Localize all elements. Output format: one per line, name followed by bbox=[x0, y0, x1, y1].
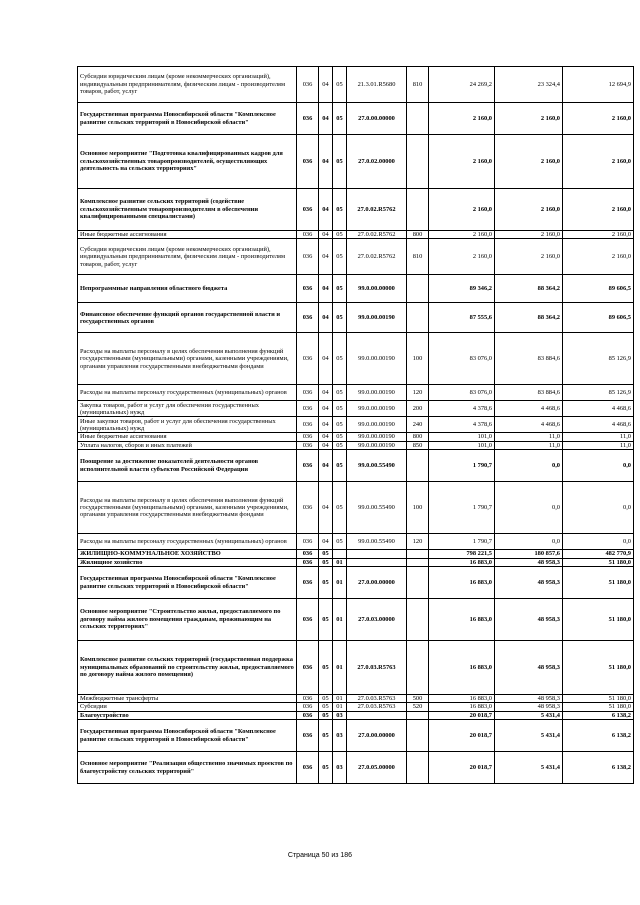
row-grbs: 036 bbox=[297, 482, 319, 534]
table-row bbox=[78, 550, 634, 558]
table-row bbox=[78, 333, 634, 385]
row-target-article: 27.0.03.00000 bbox=[347, 599, 407, 641]
row-section: 05 bbox=[319, 567, 333, 599]
row-target-article: 99.0.00.00190 bbox=[347, 385, 407, 401]
row-amount-2: 2 160,0 bbox=[495, 189, 563, 231]
row-name: Субсидии юридическим лицам (кроме некоммерческих организаций), индивидуальным предпринимателям, физическим лицам - производителям товаров, работ, услуг bbox=[78, 239, 297, 275]
row-section: 05 bbox=[319, 720, 333, 752]
row-name: Основное мероприятие "Реализация общественно значимых проектов по благоустройству сельских территорий" bbox=[78, 752, 297, 784]
row-amount-3: 51 180,0 bbox=[563, 558, 634, 566]
row-amount-1: 87 555,6 bbox=[429, 303, 495, 333]
row-amount-2: 11,0 bbox=[495, 433, 563, 441]
row-section: 05 bbox=[319, 711, 333, 719]
row-amount-3: 2 160,0 bbox=[563, 135, 634, 189]
row-amount-2: 0,0 bbox=[495, 482, 563, 534]
row-expense-type: 100 bbox=[407, 333, 429, 385]
table-row bbox=[78, 67, 634, 103]
row-subsection: 05 bbox=[333, 67, 347, 103]
row-target-article bbox=[347, 558, 407, 566]
row-name: Непрограммные направления областного бюджета bbox=[78, 275, 297, 303]
row-grbs: 036 bbox=[297, 720, 319, 752]
page-footer: Страница 50 из 186 bbox=[287, 852, 353, 859]
row-grbs: 036 bbox=[297, 103, 319, 135]
row-expense-type: 810 bbox=[407, 239, 429, 275]
row-amount-3: 6 138,2 bbox=[563, 720, 634, 752]
row-amount-3: 4 468,6 bbox=[563, 401, 634, 417]
row-subsection: 01 bbox=[333, 641, 347, 695]
row-target-article: 99.0.00.55490 bbox=[347, 482, 407, 534]
table-row bbox=[78, 239, 634, 275]
row-target-article: 99.0.00.00190 bbox=[347, 441, 407, 449]
row-amount-1: 101,0 bbox=[429, 441, 495, 449]
table-row bbox=[78, 599, 634, 641]
row-section: 05 bbox=[319, 752, 333, 784]
row-grbs: 036 bbox=[297, 303, 319, 333]
row-amount-3: 51 180,0 bbox=[563, 695, 634, 703]
row-amount-3: 11,0 bbox=[563, 433, 634, 441]
row-amount-3: 0,0 bbox=[563, 450, 634, 482]
row-section: 04 bbox=[319, 433, 333, 441]
row-expense-type: 850 bbox=[407, 441, 429, 449]
row-target-article: 99.0.00.00190 bbox=[347, 433, 407, 441]
table-row bbox=[78, 385, 634, 401]
row-subsection: 05 bbox=[333, 135, 347, 189]
table-row bbox=[78, 417, 634, 433]
row-amount-2: 11,0 bbox=[495, 441, 563, 449]
row-subsection: 05 bbox=[333, 482, 347, 534]
table-row bbox=[78, 450, 634, 482]
row-expense-type bbox=[407, 641, 429, 695]
row-name: Благоустройство bbox=[78, 711, 297, 719]
row-amount-3: 0,0 bbox=[563, 482, 634, 534]
row-name: Расходы на выплаты персоналу государственных (муниципальных) органов bbox=[78, 385, 297, 401]
row-amount-3: 6 138,2 bbox=[563, 711, 634, 719]
row-subsection: 05 bbox=[333, 433, 347, 441]
row-grbs: 036 bbox=[297, 239, 319, 275]
row-amount-1: 2 160,0 bbox=[429, 189, 495, 231]
budget-table-body bbox=[78, 67, 634, 784]
row-grbs: 036 bbox=[297, 695, 319, 703]
row-name: Жилищное хозяйство bbox=[78, 558, 297, 566]
row-section: 04 bbox=[319, 385, 333, 401]
row-amount-2: 48 958,3 bbox=[495, 567, 563, 599]
row-amount-1: 16 883,0 bbox=[429, 599, 495, 641]
row-amount-2: 83 884,6 bbox=[495, 333, 563, 385]
row-section: 05 bbox=[319, 641, 333, 695]
row-amount-1: 16 883,0 bbox=[429, 641, 495, 695]
row-amount-2: 2 160,0 bbox=[495, 239, 563, 275]
row-amount-2: 2 160,0 bbox=[495, 231, 563, 239]
row-grbs: 036 bbox=[297, 550, 319, 558]
row-subsection: 05 bbox=[333, 189, 347, 231]
row-target-article: 27.0.05.00000 bbox=[347, 752, 407, 784]
row-amount-1: 20 018,7 bbox=[429, 720, 495, 752]
row-amount-2: 48 958,3 bbox=[495, 599, 563, 641]
row-name: Комплексное развитие сельских территорий (содействие сельскохозяйственным товаропроизводителям в обеспечении квалифицированными специалистами) bbox=[78, 189, 297, 231]
row-grbs: 036 bbox=[297, 275, 319, 303]
row-target-article: 27.0.02.00000 bbox=[347, 135, 407, 189]
row-amount-3: 51 180,0 bbox=[563, 567, 634, 599]
row-subsection: 03 bbox=[333, 752, 347, 784]
row-amount-3: 482 770,9 bbox=[563, 550, 634, 558]
row-target-article: 27.0.03.R5763 bbox=[347, 641, 407, 695]
row-amount-2: 88 364,2 bbox=[495, 303, 563, 333]
row-subsection: 05 bbox=[333, 417, 347, 433]
row-expense-type bbox=[407, 189, 429, 231]
row-amount-1: 1 790,7 bbox=[429, 534, 495, 550]
row-expense-type: 520 bbox=[407, 703, 429, 711]
row-amount-2: 48 958,3 bbox=[495, 703, 563, 711]
row-amount-3: 51 180,0 bbox=[563, 599, 634, 641]
row-section: 04 bbox=[319, 482, 333, 534]
table-row bbox=[78, 567, 634, 599]
row-target-article bbox=[347, 550, 407, 558]
table-row bbox=[78, 275, 634, 303]
row-name: Поощрение за достижение показателей деятельности органов исполнительной власти субъектов Российской Федерации bbox=[78, 450, 297, 482]
row-subsection: 05 bbox=[333, 534, 347, 550]
row-amount-1: 4 378,6 bbox=[429, 401, 495, 417]
budget-table bbox=[77, 66, 634, 784]
row-target-article: 27.0.03.R5763 bbox=[347, 695, 407, 703]
row-target-article: 99.0.00.55490 bbox=[347, 534, 407, 550]
row-grbs: 036 bbox=[297, 641, 319, 695]
table-row bbox=[78, 752, 634, 784]
row-section: 04 bbox=[319, 103, 333, 135]
row-target-article: 99.0.00.00190 bbox=[347, 417, 407, 433]
row-grbs: 036 bbox=[297, 441, 319, 449]
row-target-article: 99.0.00.00190 bbox=[347, 401, 407, 417]
row-expense-type bbox=[407, 450, 429, 482]
row-subsection: 05 bbox=[333, 103, 347, 135]
table-row bbox=[78, 720, 634, 752]
row-name: Иные бюджетные ассигнования bbox=[78, 231, 297, 239]
row-amount-1: 20 018,7 bbox=[429, 752, 495, 784]
row-expense-type bbox=[407, 567, 429, 599]
table-row bbox=[78, 558, 634, 566]
row-subsection: 03 bbox=[333, 720, 347, 752]
row-target-article: 27.0.02.R5762 bbox=[347, 189, 407, 231]
row-subsection: 05 bbox=[333, 385, 347, 401]
row-section: 04 bbox=[319, 275, 333, 303]
row-name: Субсидии юридическим лицам (кроме некоммерческих организаций), индивидуальным предпринимателям, физическим лицам - производителям товаров, работ, услуг bbox=[78, 67, 297, 103]
row-expense-type bbox=[407, 711, 429, 719]
row-amount-3: 2 160,0 bbox=[563, 231, 634, 239]
row-expense-type bbox=[407, 303, 429, 333]
row-section: 04 bbox=[319, 450, 333, 482]
table-row bbox=[78, 703, 634, 711]
row-section: 05 bbox=[319, 703, 333, 711]
row-expense-type bbox=[407, 720, 429, 752]
row-expense-type: 100 bbox=[407, 482, 429, 534]
row-amount-1: 101,0 bbox=[429, 433, 495, 441]
row-amount-3: 4 468,6 bbox=[563, 417, 634, 433]
row-section: 04 bbox=[319, 333, 333, 385]
row-target-article: 99.0.00.55490 bbox=[347, 450, 407, 482]
row-amount-1: 83 076,0 bbox=[429, 333, 495, 385]
row-subsection: 05 bbox=[333, 333, 347, 385]
row-expense-type: 240 bbox=[407, 417, 429, 433]
row-section: 05 bbox=[319, 599, 333, 641]
row-amount-3: 6 138,2 bbox=[563, 752, 634, 784]
row-grbs: 036 bbox=[297, 333, 319, 385]
row-amount-3: 89 606,5 bbox=[563, 275, 634, 303]
table-row bbox=[78, 482, 634, 534]
row-section: 04 bbox=[319, 534, 333, 550]
row-amount-1: 83 076,0 bbox=[429, 385, 495, 401]
row-subsection: 05 bbox=[333, 231, 347, 239]
row-subsection: 05 bbox=[333, 275, 347, 303]
row-target-article: 27.0.00.00000 bbox=[347, 103, 407, 135]
row-section: 05 bbox=[319, 695, 333, 703]
row-amount-3: 2 160,0 bbox=[563, 103, 634, 135]
row-amount-3: 51 180,0 bbox=[563, 703, 634, 711]
row-amount-3: 89 606,5 bbox=[563, 303, 634, 333]
row-amount-1: 89 346,2 bbox=[429, 275, 495, 303]
table-row bbox=[78, 711, 634, 719]
row-section: 04 bbox=[319, 417, 333, 433]
row-target-article: 99.0.00.00190 bbox=[347, 303, 407, 333]
row-section: 04 bbox=[319, 67, 333, 103]
table-row bbox=[78, 103, 634, 135]
row-subsection: 01 bbox=[333, 599, 347, 641]
row-amount-1: 16 883,0 bbox=[429, 703, 495, 711]
row-amount-1: 4 378,6 bbox=[429, 417, 495, 433]
row-amount-2: 88 364,2 bbox=[495, 275, 563, 303]
row-target-article: 27.0.02.R5762 bbox=[347, 231, 407, 239]
row-name: Субсидии bbox=[78, 703, 297, 711]
row-amount-3: 2 160,0 bbox=[563, 239, 634, 275]
row-amount-2: 5 431,4 bbox=[495, 752, 563, 784]
row-expense-type: 800 bbox=[407, 231, 429, 239]
row-amount-3: 85 126,9 bbox=[563, 385, 634, 401]
row-expense-type bbox=[407, 275, 429, 303]
row-section: 04 bbox=[319, 135, 333, 189]
row-amount-1: 2 160,0 bbox=[429, 239, 495, 275]
row-amount-2: 5 431,4 bbox=[495, 720, 563, 752]
table-row bbox=[78, 695, 634, 703]
row-name: Основное мероприятие "Подготовка квалифицированных кадров для сельскохозяйственных товаропроизводителей, осуществляющих деятельность на сельских территориях" bbox=[78, 135, 297, 189]
row-name: ЖИЛИЩНО-КОММУНАЛЬНОЕ ХОЗЯЙСТВО bbox=[78, 550, 297, 558]
table-row bbox=[78, 135, 634, 189]
row-target-article bbox=[347, 711, 407, 719]
row-grbs: 036 bbox=[297, 752, 319, 784]
row-amount-1: 24 269,2 bbox=[429, 67, 495, 103]
row-amount-3: 2 160,0 bbox=[563, 189, 634, 231]
row-target-article: 27.0.02.R5762 bbox=[347, 239, 407, 275]
row-expense-type bbox=[407, 558, 429, 566]
row-expense-type bbox=[407, 599, 429, 641]
row-expense-type: 120 bbox=[407, 534, 429, 550]
row-subsection: 01 bbox=[333, 567, 347, 599]
row-target-article: 27.0.00.00000 bbox=[347, 720, 407, 752]
row-subsection: 03 bbox=[333, 711, 347, 719]
row-expense-type: 800 bbox=[407, 433, 429, 441]
row-expense-type bbox=[407, 103, 429, 135]
row-subsection: 01 bbox=[333, 703, 347, 711]
row-target-article: 27.0.03.R5763 bbox=[347, 703, 407, 711]
row-name: Закупка товаров, работ и услуг для обеспечения государственных (муниципальных) нужд bbox=[78, 401, 297, 417]
row-section: 05 bbox=[319, 550, 333, 558]
row-grbs: 036 bbox=[297, 703, 319, 711]
row-amount-1: 2 160,0 bbox=[429, 103, 495, 135]
row-amount-1: 16 883,0 bbox=[429, 558, 495, 566]
row-amount-3: 12 694,9 bbox=[563, 67, 634, 103]
row-grbs: 036 bbox=[297, 417, 319, 433]
row-target-article: 99.0.00.00000 bbox=[347, 275, 407, 303]
row-section: 04 bbox=[319, 239, 333, 275]
row-amount-2: 23 324,4 bbox=[495, 67, 563, 103]
row-amount-1: 16 883,0 bbox=[429, 695, 495, 703]
row-subsection: 05 bbox=[333, 441, 347, 449]
row-grbs: 036 bbox=[297, 534, 319, 550]
row-name: Финансовое обеспечение функций органов государственной власти и государственных органов bbox=[78, 303, 297, 333]
row-grbs: 036 bbox=[297, 189, 319, 231]
row-amount-3: 85 126,9 bbox=[563, 333, 634, 385]
row-target-article: 99.0.00.00190 bbox=[347, 333, 407, 385]
row-amount-2: 5 431,4 bbox=[495, 711, 563, 719]
row-subsection: 05 bbox=[333, 450, 347, 482]
row-name: Расходы на выплаты персоналу в целях обеспечения выполнения функций государственными (муниципальными) органами, казенными учреждениями, органами управления государственными внебюджетными фондами bbox=[78, 333, 297, 385]
row-name: Межбюджетные трансферты bbox=[78, 695, 297, 703]
row-section: 05 bbox=[319, 558, 333, 566]
row-section: 04 bbox=[319, 441, 333, 449]
row-grbs: 036 bbox=[297, 135, 319, 189]
row-grbs: 036 bbox=[297, 401, 319, 417]
row-expense-type: 810 bbox=[407, 67, 429, 103]
table-row bbox=[78, 641, 634, 695]
row-name: Иные закупки товаров, работ и услуг для обеспечения государственных (муниципальных) нужд bbox=[78, 417, 297, 433]
row-amount-3: 0,0 bbox=[563, 534, 634, 550]
row-amount-2: 48 958,3 bbox=[495, 695, 563, 703]
row-section: 04 bbox=[319, 231, 333, 239]
row-amount-2: 0,0 bbox=[495, 534, 563, 550]
row-subsection: 05 bbox=[333, 303, 347, 333]
row-name: Комплексное развитие сельских территорий (государственная поддержка муниципальных образований по строительству жилья, предоставляемого по договору найма жилого помещения) bbox=[78, 641, 297, 695]
row-name: Основное мероприятие "Строительство жилья, предоставляемого по договору найма жилого помещения гражданам, проживающим на сельских территориях" bbox=[78, 599, 297, 641]
row-name: Уплата налогов, сборов и иных платежей bbox=[78, 441, 297, 449]
row-amount-2: 0,0 bbox=[495, 450, 563, 482]
row-expense-type bbox=[407, 550, 429, 558]
table-row bbox=[78, 534, 634, 550]
table-row bbox=[78, 303, 634, 333]
row-name: Иные бюджетные ассигнования bbox=[78, 433, 297, 441]
row-amount-2: 83 884,6 bbox=[495, 385, 563, 401]
row-section: 04 bbox=[319, 303, 333, 333]
row-amount-1: 1 790,7 bbox=[429, 482, 495, 534]
table-row bbox=[78, 189, 634, 231]
row-amount-2: 48 958,3 bbox=[495, 641, 563, 695]
row-grbs: 036 bbox=[297, 599, 319, 641]
row-grbs: 036 bbox=[297, 67, 319, 103]
row-grbs: 036 bbox=[297, 711, 319, 719]
row-subsection bbox=[333, 550, 347, 558]
row-target-article: 27.0.00.00000 bbox=[347, 567, 407, 599]
row-amount-2: 4 468,6 bbox=[495, 401, 563, 417]
row-amount-1: 798 221,5 bbox=[429, 550, 495, 558]
row-subsection: 05 bbox=[333, 401, 347, 417]
row-amount-1: 2 160,0 bbox=[429, 135, 495, 189]
row-amount-1: 2 160,0 bbox=[429, 231, 495, 239]
row-expense-type bbox=[407, 752, 429, 784]
row-grbs: 036 bbox=[297, 231, 319, 239]
row-amount-2: 48 958,3 bbox=[495, 558, 563, 566]
row-target-article: 21.3.01.R5680 bbox=[347, 67, 407, 103]
row-amount-3: 51 180,0 bbox=[563, 641, 634, 695]
table-row bbox=[78, 231, 634, 239]
row-amount-1: 16 883,0 bbox=[429, 567, 495, 599]
row-subsection: 01 bbox=[333, 558, 347, 566]
table-row bbox=[78, 401, 634, 417]
row-subsection: 05 bbox=[333, 239, 347, 275]
row-amount-2: 2 160,0 bbox=[495, 135, 563, 189]
row-expense-type: 120 bbox=[407, 385, 429, 401]
row-grbs: 036 bbox=[297, 385, 319, 401]
row-grbs: 036 bbox=[297, 450, 319, 482]
table-row bbox=[78, 433, 634, 441]
row-name: Расходы на выплаты персоналу в целях обеспечения выполнения функций государственными (муниципальными) органами, казенными учреждениями, органами управления государственными внебюджетными фондами bbox=[78, 482, 297, 534]
row-expense-type: 500 bbox=[407, 695, 429, 703]
row-amount-1: 1 790,7 bbox=[429, 450, 495, 482]
row-amount-2: 180 857,6 bbox=[495, 550, 563, 558]
row-amount-1: 20 018,7 bbox=[429, 711, 495, 719]
row-amount-2: 4 468,6 bbox=[495, 417, 563, 433]
row-amount-2: 2 160,0 bbox=[495, 103, 563, 135]
row-subsection: 01 bbox=[333, 695, 347, 703]
row-expense-type: 200 bbox=[407, 401, 429, 417]
row-name: Государственная программа Новосибирской области "Комплексное развитие сельских территорий в Новосибирской области" bbox=[78, 567, 297, 599]
row-amount-3: 11,0 bbox=[563, 441, 634, 449]
row-grbs: 036 bbox=[297, 558, 319, 566]
row-name: Расходы на выплаты персоналу государственных (муниципальных) органов bbox=[78, 534, 297, 550]
row-section: 04 bbox=[319, 401, 333, 417]
row-name: Государственная программа Новосибирской области "Комплексное развитие сельских территорий в Новосибирской области" bbox=[78, 103, 297, 135]
row-name: Государственная программа Новосибирской области "Комплексное развитие сельских территорий в Новосибирской области" bbox=[78, 720, 297, 752]
row-grbs: 036 bbox=[297, 567, 319, 599]
table-row bbox=[78, 441, 634, 449]
row-expense-type bbox=[407, 135, 429, 189]
row-grbs: 036 bbox=[297, 433, 319, 441]
row-section: 04 bbox=[319, 189, 333, 231]
